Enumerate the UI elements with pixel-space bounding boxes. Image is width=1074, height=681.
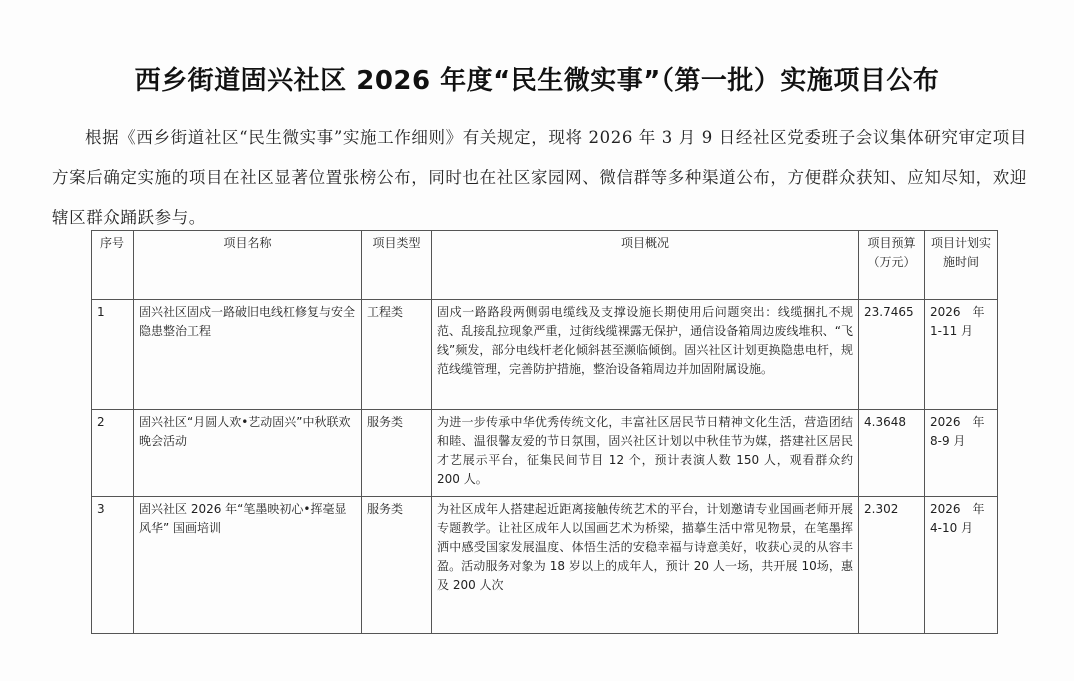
project-name: 固兴社区“月圆人欢•艺动固兴”中秋联欢晚会活动 [134,410,362,497]
header-summary: 项目概况 [432,231,859,300]
project-name: 固兴社区 2026 年“笔墨映初心•挥毫显风华” 国画培训 [134,497,362,634]
project-table [91,230,998,634]
project-summary: 为社区成年人搭建起近距离接触传统艺术的平台，计划邀请专业国画老师开展专题教学。让社区成年人以国画艺术为桥梁，描摹生活中常见物景，在笔墨挥洒中感受国家发展温度、体悟生活的安稳幸福与诗意美好，收获心灵的从容丰盈。活动服务对象为 18 岁以上的成年人，预计 20 人一场，共开展 10场，惠及 200 人次 [432,497,859,634]
period-year: 2026 年 [930,305,985,319]
project-summary: 为进一步传承中华优秀传统文化，丰富社区居民节日精神文化生活，营造团结和睦、温很馨友爱的节日氛围，固兴社区计划以中秋佳节为媒，搭建社区居民才艺展示平台，征集民间节目 12 个，预计表演人数 150 人，观看群众约 200 人。 [432,410,859,497]
header-name: 项目名称 [134,231,362,300]
row-number: 2 [92,410,134,497]
header-budget: 项目预算（万元） [859,231,925,300]
document-title: 西乡街道固兴社区 2026 年度“民生微实事”（第一批）实施项目公布 [134,66,940,96]
project-type: 服务类 [362,410,432,497]
table-row [92,410,998,497]
project-budget: 23.7465 [859,300,925,410]
table-row [92,300,998,410]
period-year: 2026 年 [930,502,985,516]
row-number: 1 [92,300,134,410]
project-budget: 4.3648 [859,410,925,497]
project-period [925,410,998,497]
intro-paragraph: 根据《西乡街道社区“民生微实事”实施工作细则》有关规定，现将 2026 年 3 月 9 日经社区党委班子会议集体研究审定项目方案后确定实施的项目在社区显著位置张榜公布，同时也在社区家园网、微信群等多种渠道公布，方便群众获知、应知尽知，欢迎辖区群众踊跃参与。 [52,128,1027,227]
table-row [92,497,998,634]
project-period [925,497,998,634]
project-summary: 固戍一路路段两侧弱电缆线及支撑设施长期使用后问题突出：线缆捆扎不规范、乱接乱拉现象严重，过街线缆裸露无保护，通信设备箱周边废线堆积、“飞线”频发，部分电线杆老化倾斜甚至濒临倾倒。固兴社区计划更换隐患电杆，规范线缆管理，完善防护措施，整治设备箱周边并加固附属设施。 [432,300,859,410]
header-type: 项目类型 [362,231,432,300]
period-months: 1-11 月 [930,324,974,338]
project-name: 固兴社区固戍一路破旧电线杠修复与安全隐患整治工程 [134,300,362,410]
project-budget: 2.302 [859,497,925,634]
period-months: 8-9 月 [930,434,966,448]
header-period: 项目计划实施时间 [925,231,998,300]
period-year: 2026 年 [930,415,985,429]
project-type: 工程类 [362,300,432,410]
header-no: 序号 [92,231,134,300]
row-number: 3 [92,497,134,634]
table-header-row [92,231,998,300]
project-type: 服务类 [362,497,432,634]
period-months: 4-10 月 [930,521,974,535]
project-period [925,300,998,410]
